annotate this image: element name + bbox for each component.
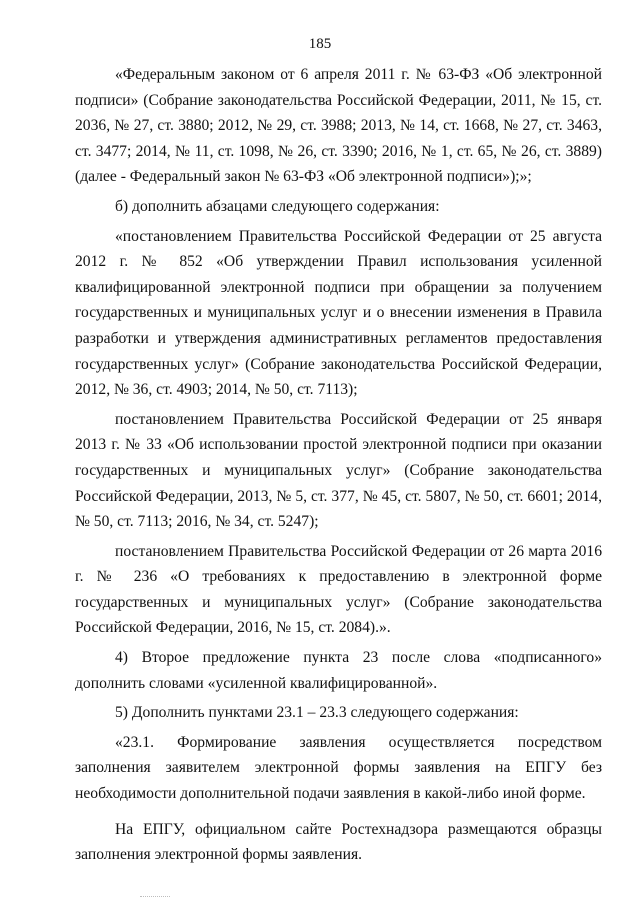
paragraph-sample-forms: На ЕПГУ, официальном сайте Ростехнадзора размещаются образцы заполнения электронной формы заявления. bbox=[75, 820, 602, 864]
paragraph-item-5: 5) Дополнить пунктами 23.1 – 23.3 следующего содержания: bbox=[115, 704, 519, 722]
page-number: 185 bbox=[308, 36, 332, 52]
paragraph-resolution-236: постановлением Правительства Российской Федерации от 26 марта 2016 г. № 236 «О требованиях к предоставлению в электронной форме государственных и муниципальных услуг» (Собрание законодательства Российской Федерации, 2016, № 15, ст. 2084).». bbox=[75, 542, 602, 637]
footer-rule bbox=[140, 896, 170, 897]
paragraph-add-subparagraphs: б) дополнить абзацами следующего содержания: bbox=[115, 197, 440, 215]
paragraph-item-23-1: «23.1. Формирование заявления осуществляется посредством заполнения заявителем электронной формы заявления на ЕПГУ без необходимости дополнительной подачи заявления в какой-либо иной форме. bbox=[75, 733, 602, 803]
document-body bbox=[75, 62, 602, 872]
paragraph-federal-law-63: «Федеральным законом от 6 апреля 2011 г. № 63-ФЗ «Об электронной подписи» (Собрание законодательства Российской Федерации, 2011, № 15, ст. 2036, № 27, ст. 3880; 2012, № 29, ст. 3988; 2013, № 14, ст. 1668, № 27, ст. 3463, ст. 3477; 2014, № 11, ст. 1098, № 26, ст. 3390; 2016, № 1, ст. 65, № 26, ст. 3889) (далее - Федеральный закон № 63-ФЗ «Об электронной подписи»);»; bbox=[75, 66, 602, 186]
paragraph-item-4: 4) Второе предложение пункта 23 после слова «подписанного» дополнить словами «усиленной квалифицированной». bbox=[75, 649, 602, 692]
paragraph-resolution-33: постановлением Правительства Российской Федерации от 25 января 2013 г. № 33 «Об использовании простой электронной подписи при оказании государственных и муниципальных услуг» (Собрание законодательства Российской Федерации, 2013, № 5, ст. 377, № 45, ст. 5807, № 50, ст. 6601; 2014, № 50, ст. 7113; 2016, № 34, ст. 5247); bbox=[75, 410, 602, 531]
paragraph-resolution-852: «постановлением Правительства Российской Федерации от 25 августа 2012 г. № 852 «Об утверждении Правил использования усиленной квалифицированной электронной подписи при обращении за получением государственных и муниципальных услуг и о внесении изменения в Правила разработки и утверждения административных регламентов предоставления государственных услуг» (Собрание законодательства Российской Федерации, 2012, № 36, ст. 4903; 2014, № 50, ст. 7113); bbox=[75, 227, 602, 399]
